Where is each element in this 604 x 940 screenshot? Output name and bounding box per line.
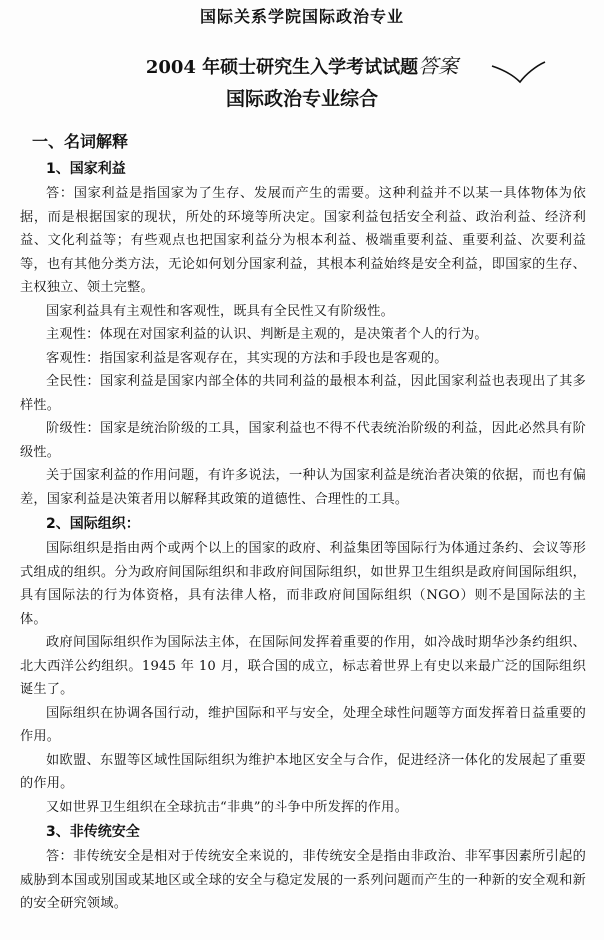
paragraph: 客观性：指国家利益是客观存在，其实现的方法和手段也是客观的。 [46, 350, 448, 366]
answer-content [20, 130, 586, 916]
paragraph: 答：国家利益是指国家为了生存、发展而产生的需要。这种利益并不以某一具体物体为依据，而是根据国家的现状，所处的环境等所决定。国家利益包括安全利益、政治利益、经济利益、文化利益等；有些观点也把国家利益分为根本利益、极端重要利益、重要利益、次要利益等，也有其他分类方法，无论如何划分国家利益，其根本利益始终是安全利益，即国家的生存、主权独立、领土完整。 [20, 186, 586, 295]
paragraph: 答：非传统安全是相对于传统安全来说的，非传统安全是指由非政治、非军事因素所引起的威胁到本国或别国或某地区或全球的安全与稳定发展的一系列问题而产生的一种新的安全观和新的安全研究领域。 [20, 849, 586, 911]
paragraph: 政府间国际组织作为国际法主体，在国际间发挥着重要的作用，如冷战时期华沙条约组织、北大西洋公约组织。1945 年 10 月，联合国的成立，标志着世界上有史以来最广泛的国际组织诞生了。 [20, 635, 586, 697]
paragraph: 国际组织是指由两个或两个以上的国家的政府、利益集团等国际行为体通过条约、会议等形式组成的组织。分为政府间国际组织和非政府间国际组织，如世界卫生组织是政府间国际组织，具有国际法的行为体资格，具有法律人格，而非政府间国际组织（NGO）则不是国际法的主体。 [20, 541, 586, 627]
item-heading-national-interest: 1、国家利益 [46, 161, 126, 177]
paragraph: 如欧盟、东盟等区域性国际组织为维护本地区安全与合作，促进经济一体化的发展起了重要的作用。 [20, 752, 586, 791]
paragraph: 国家利益具有主观性和客观性，既具有全民性又有阶级性。 [46, 303, 395, 319]
subject-title: 国际政治专业综合 [225, 88, 378, 110]
handwritten-answer-mark: 答案 [418, 54, 459, 78]
department-header: 国际关系学院国际政治专业 [199, 7, 404, 26]
handwritten-check-icon [490, 60, 546, 84]
paragraph: 主观性：体现在对国家利益的认识、判断是主观的，是决策者个人的行为。 [46, 327, 488, 342]
paragraph: 关于国家利益的作用问题，有许多说法，一种认为国家利益是统治者决策的依据，而也有偏差，国家利益是决策者用以解释其政策的道德性、合理性的工具。 [20, 468, 586, 507]
paragraph: 国际组织在协调各国行动，维护国际和平与安全，处理全球性问题等方面发挥着日益重要的作用。 [20, 705, 586, 744]
exam-title-text: 2004 年硕士研究生入学考试试题 [145, 57, 419, 78]
section-heading-definitions: 一、名词解释 [32, 132, 129, 151]
paragraph: 全民性：国家利益是国家内部全体的共同利益的最根本利益，因此国家利益也表现出了其多样性。 [20, 374, 586, 413]
item-heading-nontraditional-security: 3、非传统安全 [46, 824, 140, 840]
paragraph: 阶级性：国家是统治阶级的工具，国家利益也不得不代表统治阶级的利益，因此必然具有阶级性。 [20, 421, 586, 460]
item-heading-international-organization: 2、国际组织： [46, 516, 140, 532]
paragraph: 又如世界卫生组织在全球抗击“非典”的斗争中所发挥的作用。 [46, 799, 408, 815]
